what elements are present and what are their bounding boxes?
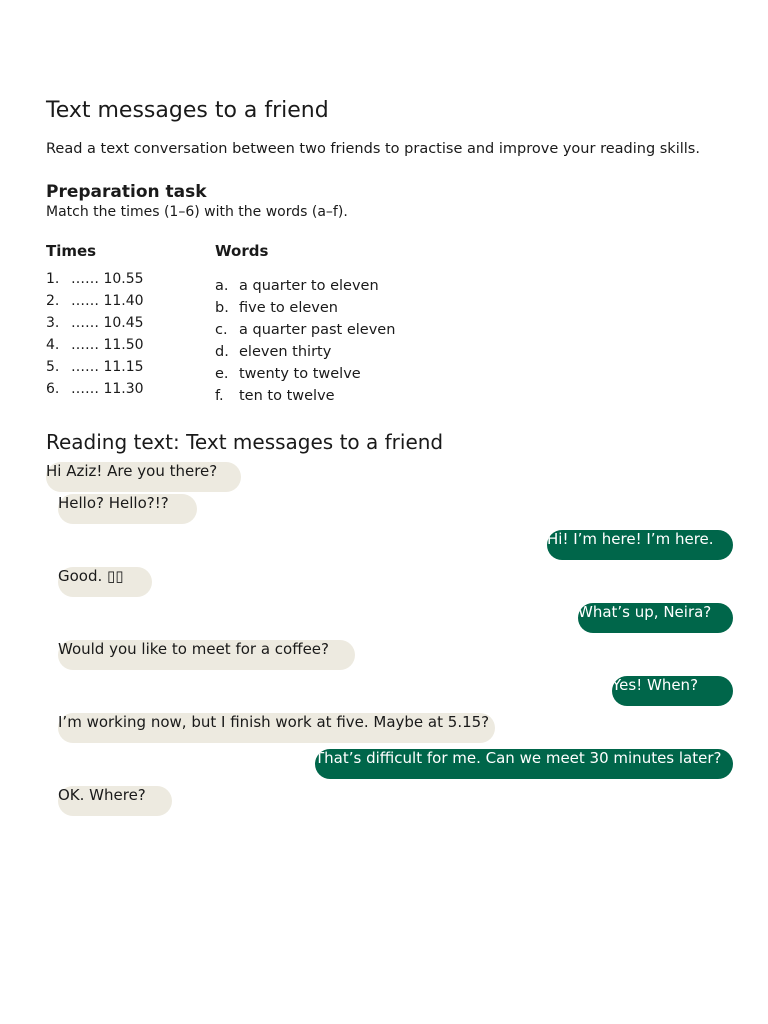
preparation-instruction: Match the times (1–6) with the words (a–f).: [46, 204, 348, 220]
times-item-number: 5.: [46, 359, 60, 375]
times-item-value: …… 11.40: [71, 293, 144, 309]
times-item: [46, 334, 144, 356]
message-bubble-received: [58, 494, 197, 524]
words-item-letter: d.: [215, 344, 229, 360]
words-item-text: twenty to twelve: [239, 366, 361, 382]
times-item-value: …… 11.50: [71, 337, 144, 353]
words-item: [215, 319, 395, 341]
reading-heading: Reading text: Text messages to a friend: [46, 430, 444, 454]
message-text: Would you like to meet for a coffee?: [58, 640, 329, 658]
times-item-value: …… 11.15: [71, 359, 144, 375]
message-text: Yes! When?: [612, 676, 699, 694]
words-item-text: a quarter past eleven: [239, 322, 396, 338]
message-text: Hi! I’m here! I’m here.: [547, 530, 714, 548]
times-list: [46, 268, 144, 400]
message-bubble-sent: [315, 749, 733, 779]
times-item: [46, 378, 144, 400]
words-item-text: ten to twelve: [239, 388, 335, 404]
words-item-letter: b.: [215, 300, 229, 316]
times-item-number: 1.: [46, 271, 60, 287]
times-heading: Times: [46, 242, 97, 260]
message-bubble-sent: [547, 530, 733, 560]
intro-text: Read a text conversation between two friends to practise and improve your reading skills.: [46, 141, 700, 157]
message-bubble-sent: [578, 603, 733, 633]
message-text: OK. Where?: [58, 786, 146, 804]
words-item-text: eleven thirty: [239, 344, 332, 360]
words-item: [215, 363, 395, 385]
words-item: [215, 385, 395, 407]
message-text: Hello? Hello?!?: [58, 494, 169, 512]
words-item-letter: f.: [215, 388, 224, 404]
times-item-number: 6.: [46, 381, 60, 397]
words-item-letter: e.: [215, 366, 229, 382]
message-text: That’s difficult for me. Can we meet 30 minutes later?: [315, 749, 722, 767]
message-bubble-received: [58, 567, 152, 597]
times-item-value: …… 10.55: [71, 271, 144, 287]
words-list: [215, 275, 395, 407]
times-item: [46, 290, 144, 312]
times-item-number: 2.: [46, 293, 60, 309]
message-bubble-sent: [612, 676, 733, 706]
message-text: What’s up, Neira?: [578, 603, 712, 621]
times-item-number: 3.: [46, 315, 60, 331]
message-bubble-received: [58, 713, 495, 743]
words-item-text: five to eleven: [239, 300, 338, 316]
message-bubble-received: [58, 786, 172, 816]
message-text: I’m working now, but I finish work at five. Maybe at 5.15?: [58, 713, 490, 731]
page-title: Text messages to a friend: [46, 98, 329, 123]
message-bubble-received: [58, 640, 355, 670]
preparation-heading: Preparation task: [46, 182, 207, 202]
message-bubble-received: [46, 462, 241, 492]
times-item: [46, 312, 144, 334]
times-item-value: …… 10.45: [71, 315, 144, 331]
words-item: [215, 297, 395, 319]
times-item-value: …… 11.30: [71, 381, 144, 397]
times-item: [46, 356, 144, 378]
words-item: [215, 275, 395, 297]
times-item: [46, 268, 144, 290]
message-text: Hi Aziz! Are you there?: [46, 462, 218, 480]
words-item-letter: a.: [215, 278, 229, 294]
message-text: Good. ▯▯: [58, 567, 124, 585]
words-item: [215, 341, 395, 363]
times-item-number: 4.: [46, 337, 60, 353]
words-item-letter: c.: [215, 322, 228, 338]
words-item-text: a quarter to eleven: [239, 278, 379, 294]
words-heading: Words: [215, 242, 269, 260]
